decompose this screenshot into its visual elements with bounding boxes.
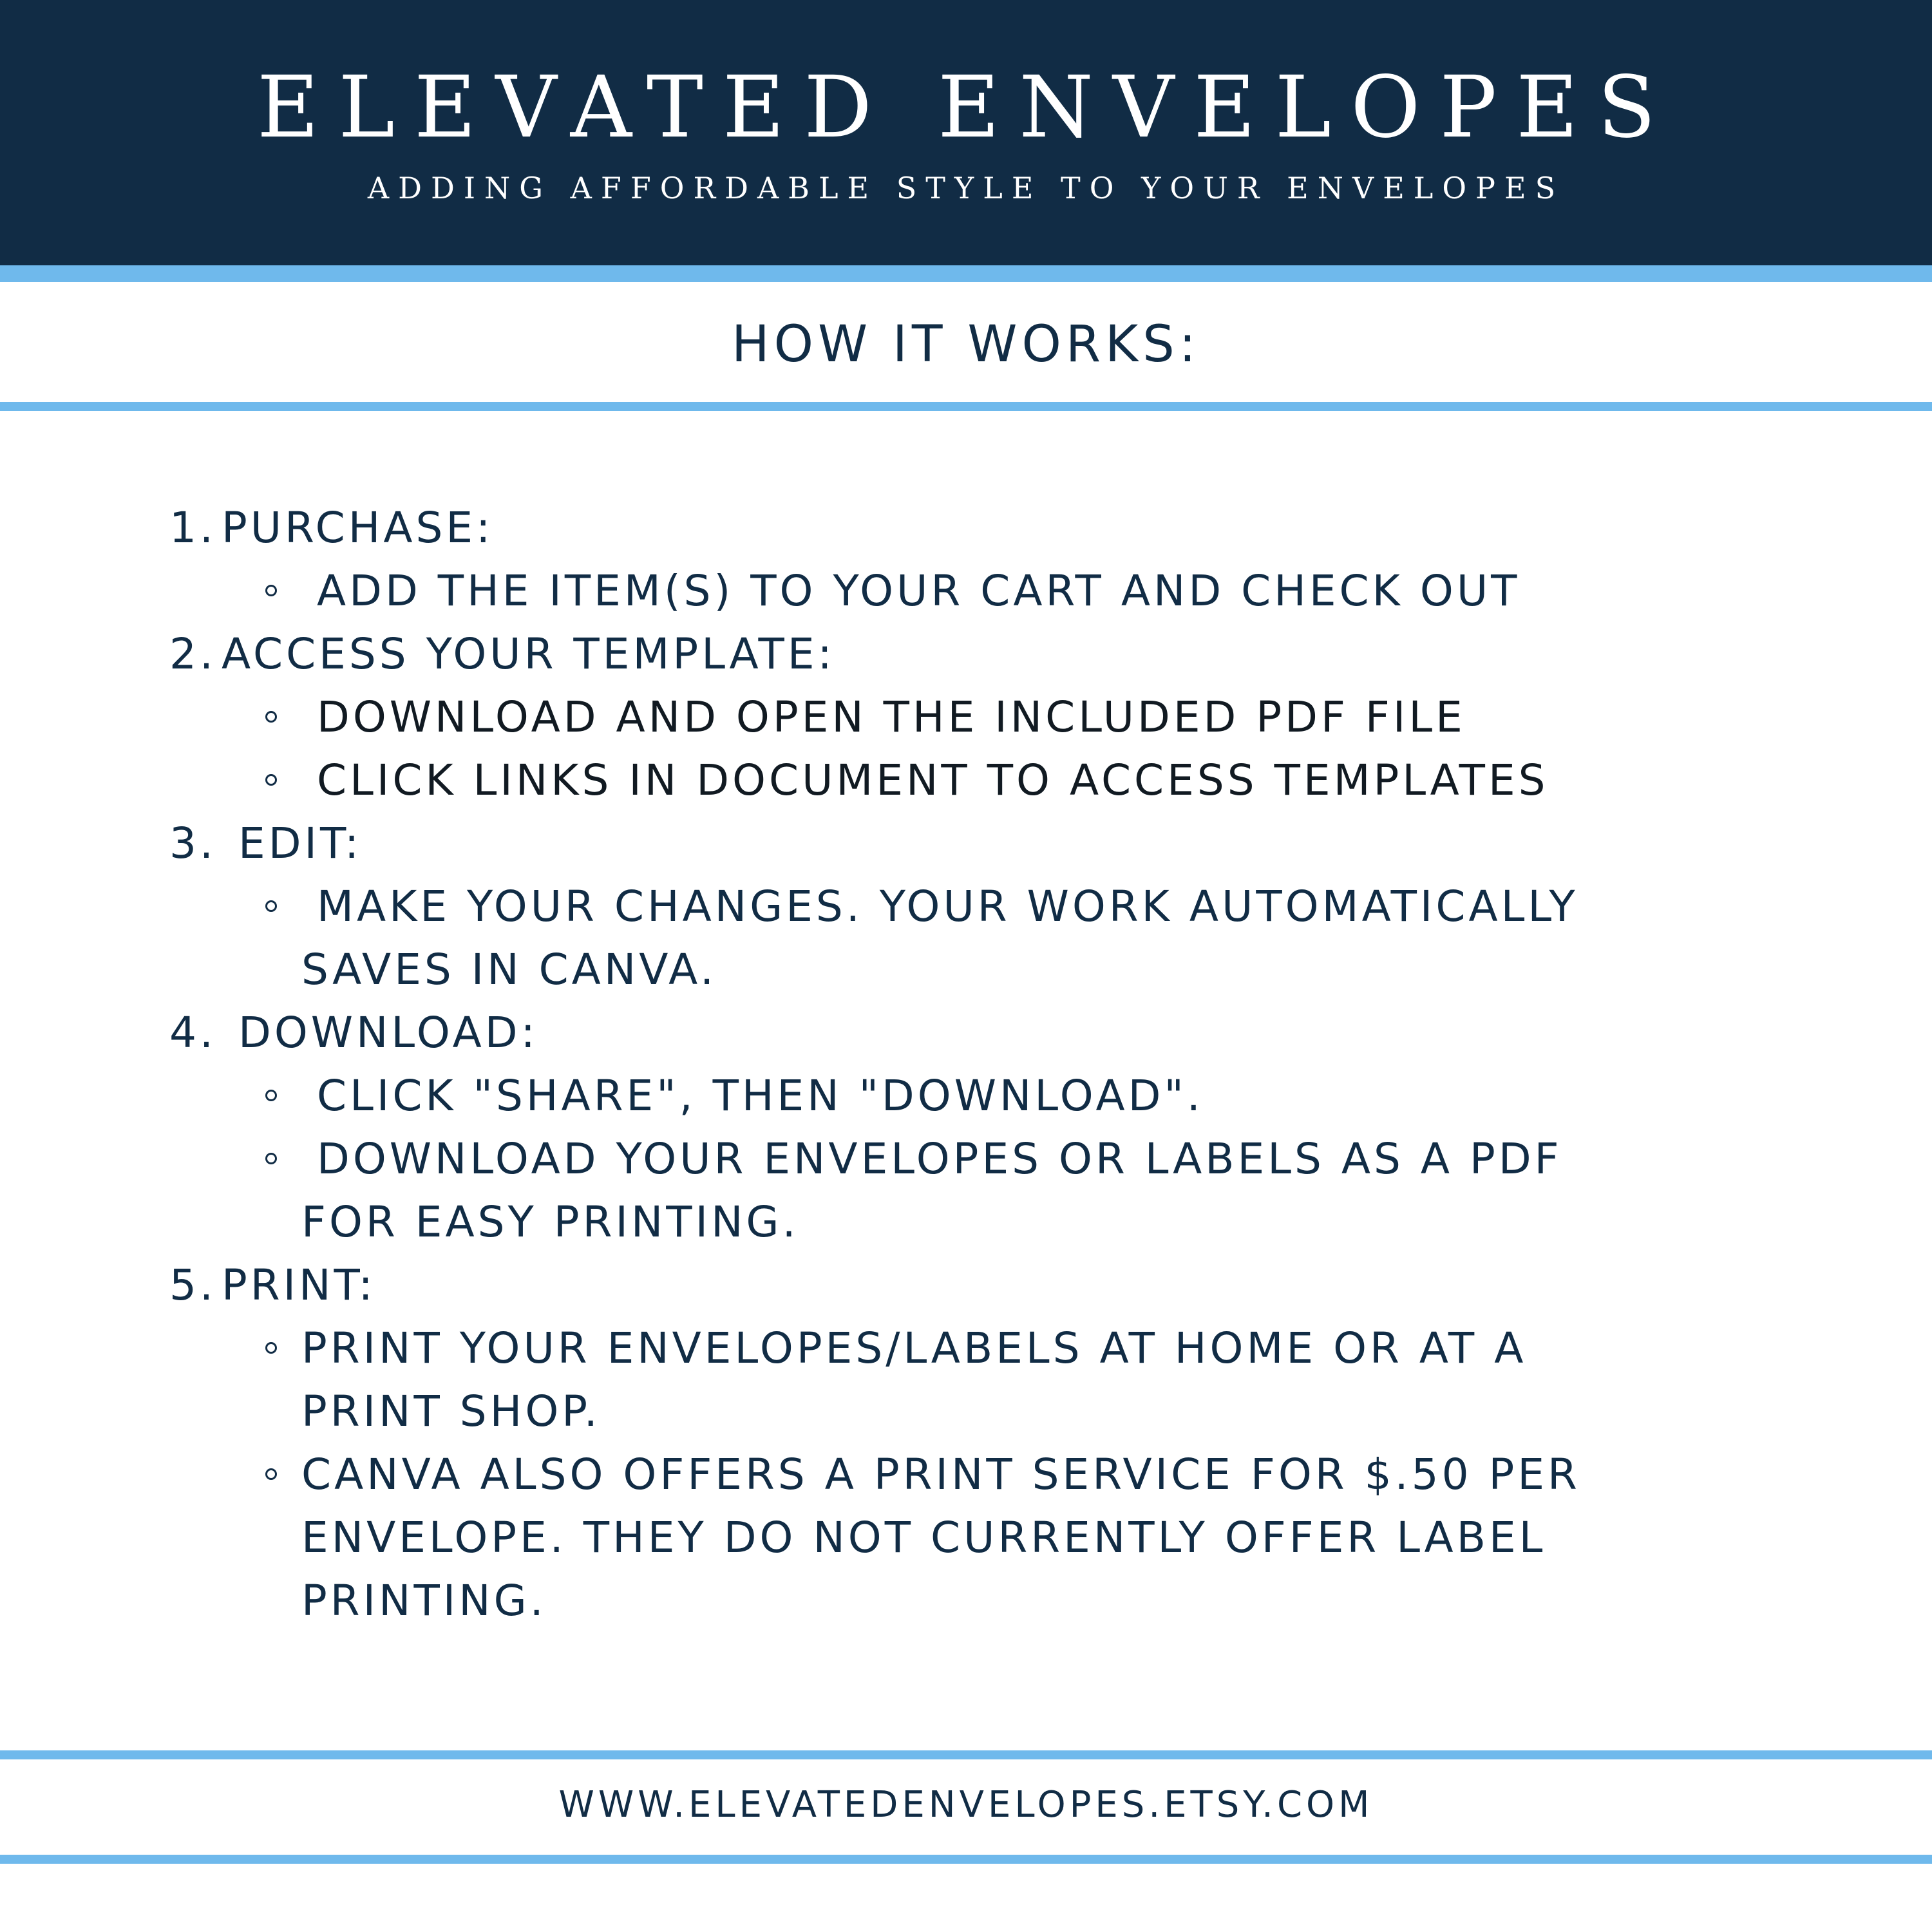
step-bullet-text: ENVELOPE. THEY DO NOT CURRENTLY OFFER LABEL <box>301 1513 1546 1562</box>
step-label-access-template: ACCESS YOUR TEMPLATE: <box>222 629 835 679</box>
step-bullet-text: DOWNLOAD AND OPEN THE INCLUDED PDF FILE <box>317 692 1466 742</box>
circle-bullet-icon <box>265 1153 277 1164</box>
step-bullet-text: FOR EASY PRINTING. <box>301 1197 799 1247</box>
step-number: 4. <box>169 1008 216 1057</box>
step-label-download: DOWNLOAD: <box>238 1008 538 1057</box>
step-label-purchase: PURCHASE: <box>222 503 494 553</box>
accent-band-footer-bottom <box>0 1855 1932 1864</box>
step-bullet-text: SAVES IN CANVA. <box>301 945 717 994</box>
step-bullet-text: PRINTING. <box>301 1576 547 1625</box>
circle-bullet-icon <box>265 774 277 786</box>
step-bullet-text: MAKE YOUR CHANGES. YOUR WORK AUTOMATICALLY <box>317 882 1578 931</box>
step-label-edit: EDIT: <box>238 819 363 868</box>
circle-bullet-icon <box>265 1090 277 1101</box>
shop-url: WWW.ELEVATEDENVELOPES.ETSY.COM <box>558 1784 1374 1826</box>
step-label-print: PRINT: <box>222 1260 376 1310</box>
section-title: HOW IT WORKS: <box>731 316 1201 374</box>
step-number: 2. <box>169 629 216 679</box>
circle-bullet-icon <box>265 900 277 912</box>
step-bullet-text: PRINT YOUR ENVELOPES/LABELS AT HOME OR AT A <box>301 1323 1527 1373</box>
circle-bullet-icon <box>265 1342 277 1354</box>
step-bullet-text: PRINT SHOP. <box>301 1387 601 1436</box>
step-number: 5. <box>169 1260 216 1310</box>
circle-bullet-icon <box>265 711 277 723</box>
brand-title: ELEVATED ENVELOPES <box>256 58 1676 157</box>
circle-bullet-icon <box>265 585 277 596</box>
brand-tagline: ADDING AFFORDABLE STYLE TO YOUR ENVELOPES <box>367 171 1565 205</box>
step-bullet-text: CANVA ALSO OFFERS A PRINT SERVICE FOR $.50 PER <box>301 1450 1580 1499</box>
step-number: 3. <box>169 819 216 868</box>
step-bullet-text: DOWNLOAD YOUR ENVELOPES OR LABELS AS A PDF <box>317 1134 1562 1184</box>
accent-band-footer-top <box>0 1750 1932 1759</box>
circle-bullet-icon <box>265 1468 277 1480</box>
step-bullet-text: ADD THE ITEM(S) TO YOUR CART AND CHECK OUT <box>317 566 1520 616</box>
step-bullet-text: CLICK LINKS IN DOCUMENT TO ACCESS TEMPLATES <box>317 755 1549 805</box>
step-bullet-text: CLICK "SHARE", THEN "DOWNLOAD". <box>317 1071 1204 1121</box>
step-number: 1. <box>169 503 216 553</box>
